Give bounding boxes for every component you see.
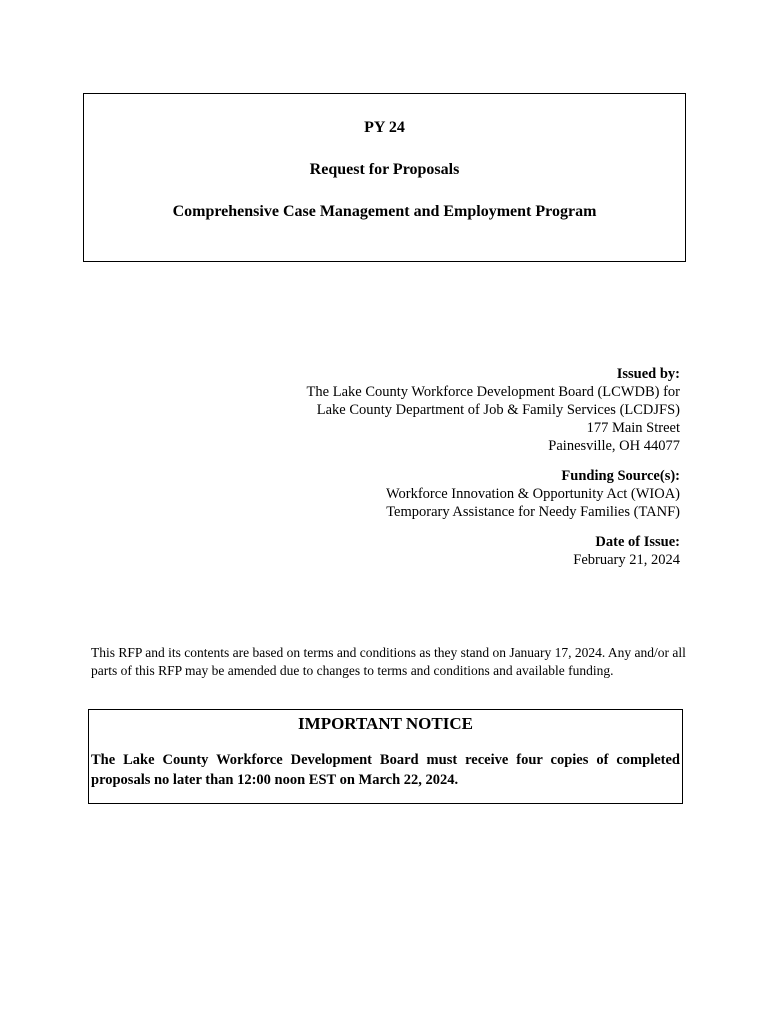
issuer-street: 177 Main Street (586, 420, 680, 436)
issue-date-label: Date of Issue: (595, 534, 680, 550)
program-year: PY 24 (364, 119, 405, 136)
document-type: Request for Proposals (309, 161, 460, 178)
important-notice-box (88, 709, 683, 804)
program-title: Comprehensive Case Management and Employment Program (172, 203, 597, 220)
notice-title: IMPORTANT NOTICE (298, 714, 473, 733)
issued-by-label: Issued by: (616, 366, 680, 382)
issuer-block (307, 365, 680, 569)
title-box (83, 93, 686, 262)
funding-source: Workforce Innovation & Opportunity Act (WIOA) (386, 486, 680, 502)
rfp-disclaimer: This RFP and its contents are based on terms and conditions as they stand on January 17, 2024. Any and/or all parts of this RFP may be amended due to changes to terms and conditions and available funding. (91, 645, 686, 678)
issue-date: February 21, 2024 (573, 552, 680, 568)
funding-source: Temporary Assistance for Needy Families (TANF) (386, 504, 680, 520)
funding-label: Funding Source(s): (561, 468, 680, 484)
issuer-line: The Lake County Workforce Development Board (LCWDB) for (306, 384, 680, 400)
issuer-line: Lake County Department of Job & Family Services (LCDJFS) (316, 402, 680, 418)
notice-body: The Lake County Workforce Development Board must receive four copies of completed proposals no later than 12:00 noon EST on March 22, 2024. (91, 752, 680, 788)
issuer-city: Painesville, OH 44077 (548, 438, 680, 454)
